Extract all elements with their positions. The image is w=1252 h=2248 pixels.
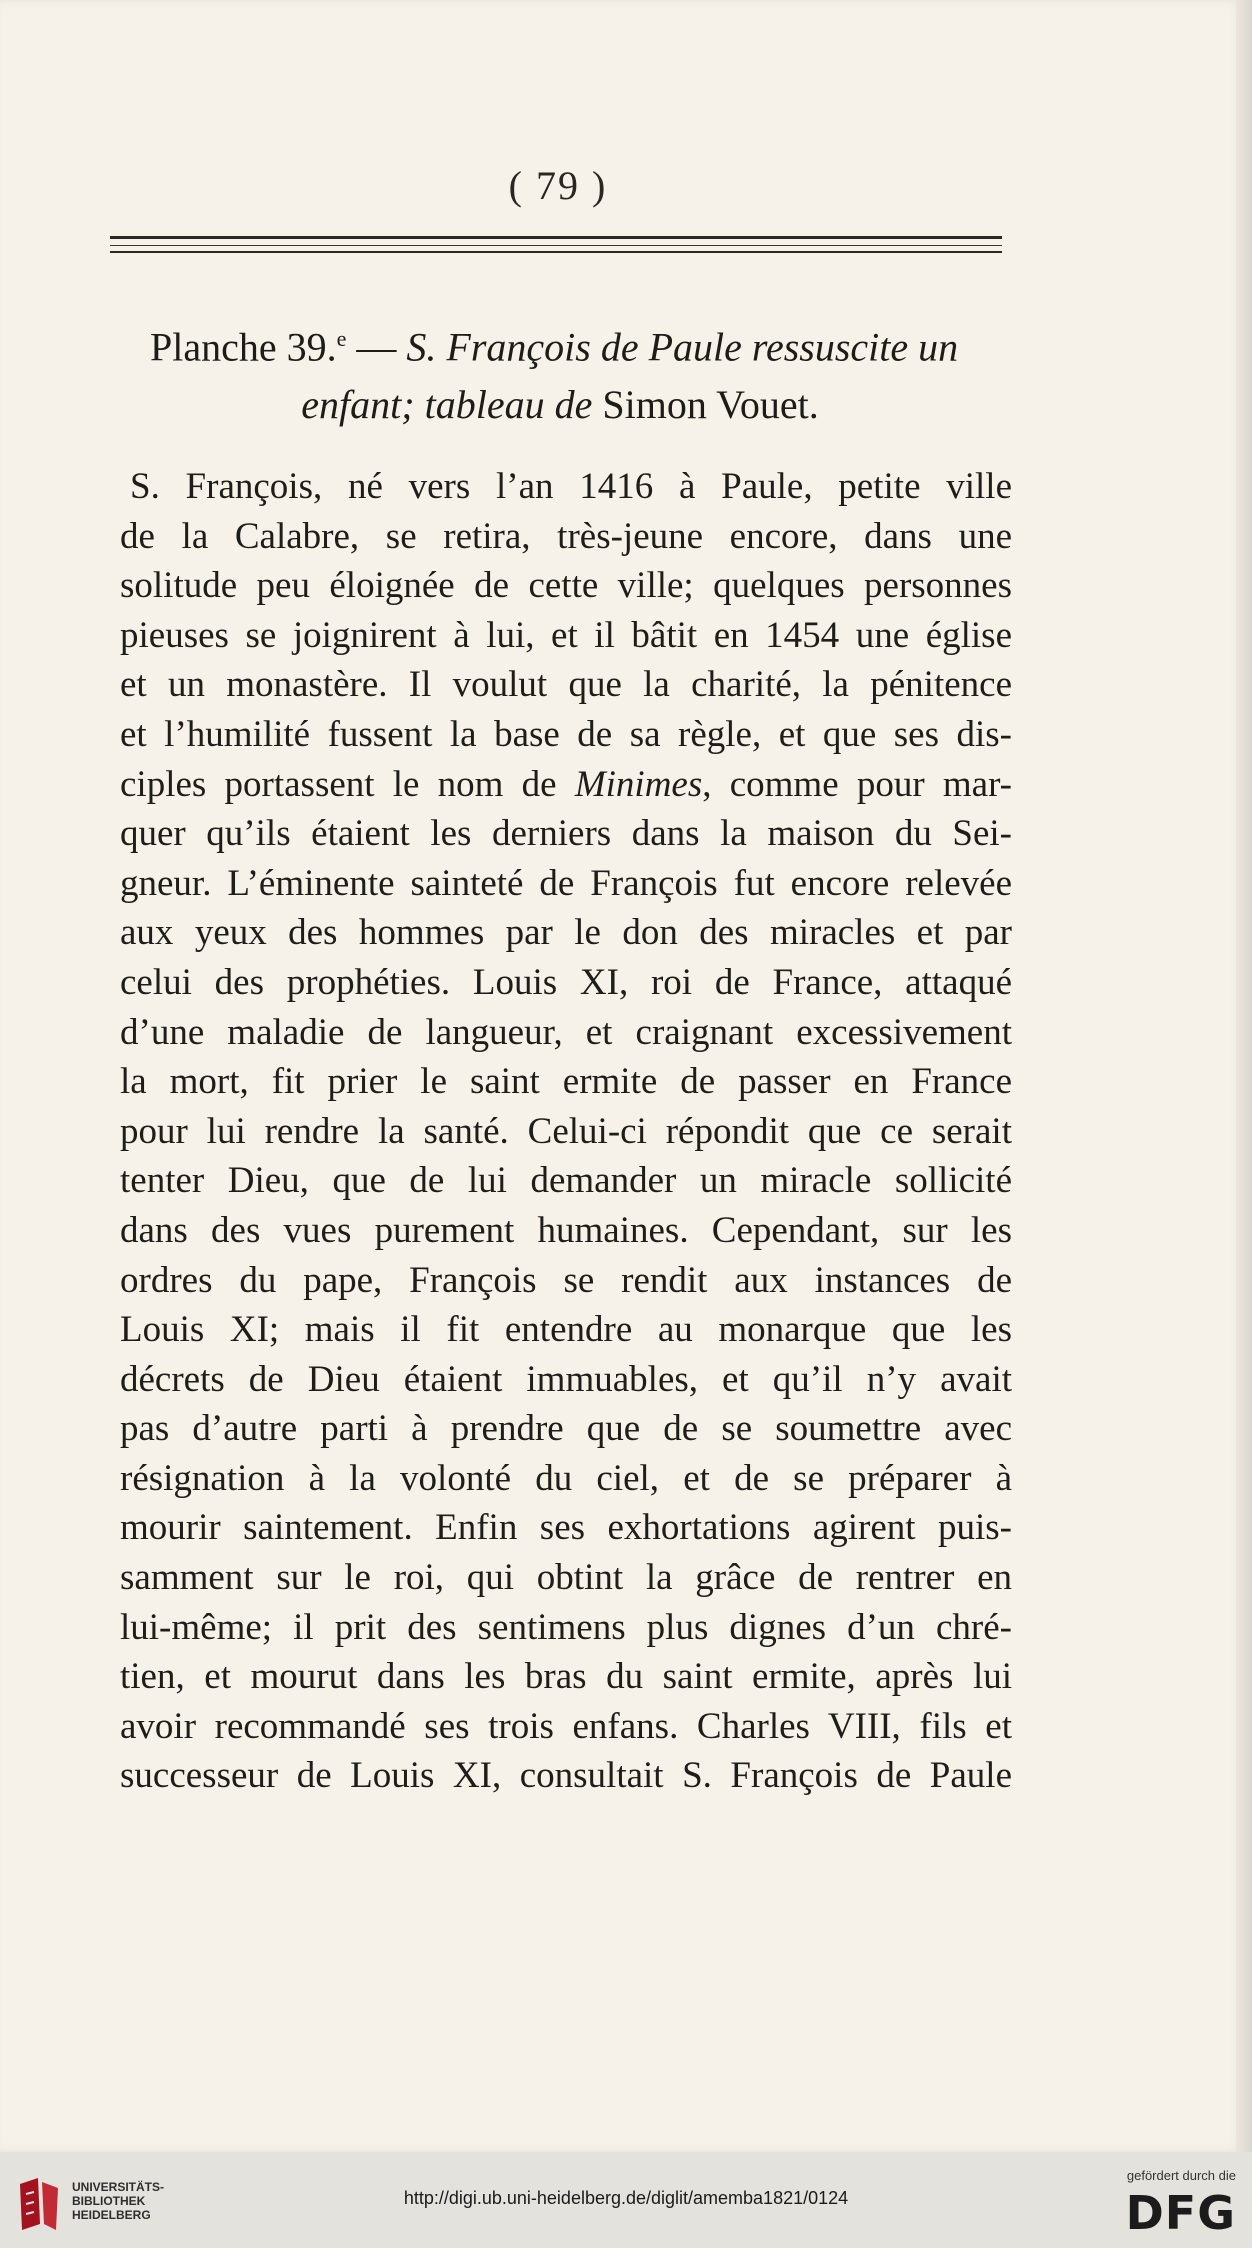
text-line: pas d’autre parti à prendre que de se soumettre avec [120,1408,1012,1450]
library-name-line: HEIDELBERG [72,2208,151,2222]
viewer-footer-bar [0,2158,1252,2248]
header-rule-thick [110,236,1002,239]
text-line-with-italic [120,760,1012,810]
text-line: quer qu’ils étaient les derniers dans la maison du Sei- [120,813,1012,855]
library-name-line: UNIVERSITÄTS- [72,2180,165,2194]
plate-subject-italic-cont: enfant; tableau de [301,382,593,428]
heading-dash: — [346,324,407,370]
page-edge-shadow [1236,0,1252,2152]
text-line: de la Calabre, se retira, très-jeune encore, dans une [120,515,1012,557]
text-line: pieuses se joignirent à lui, et il bâtit en 1454 une église [120,614,1012,656]
library-name-line: BIBLIOTHEK [72,2194,146,2208]
text-line: et l’humilité fussent la base de sa règle, et que ses dis- [120,713,1012,755]
plate-heading-line-2 [110,376,1006,434]
permalink-url[interactable]: http://digi.ub.uni-heidelberg.de/diglit/amemba1821/0124 [403,2188,849,2208]
text-line: successeur de Louis XI, consultait S. François de Paule [120,1755,1012,1797]
text-line: Louis XI; mais il fit entendre au monarque que les [120,1309,1012,1351]
plate-label: Planche 39. [150,324,337,370]
text-line: aux yeux des hommes par le don des miracles et par [120,912,1012,954]
text-line: celui des prophéties. Louis XI, roi de France, attaqué [120,961,1012,1003]
header-rule-bottom [110,251,1002,253]
text-line: avoir recommandé ses trois enfans. Charles VIII, fils et [120,1705,1012,1747]
text-line: gneur. L’éminente sainteté de François fut encore relevée [120,862,1012,904]
text-line: et un monastère. Il voulut que la charité, la pénitence [120,664,1012,706]
header-rule-thin [110,245,1002,246]
text-line-part: ciples portassent le nom de [120,763,575,805]
plate-ordinal-superscript: e [336,326,347,351]
text-line: tien, et mourut dans les bras du saint ermite, après lui [120,1656,1012,1698]
text-line: samment sur le roi, qui obtint la grâce de rentrer en [120,1557,1012,1599]
text-line-part: , comme pour mar- [702,763,1012,805]
text-line: la mort, fit prier le saint ermite de passer en France [120,1061,1012,1103]
dfg-logo: DFG [1125,2186,1236,2240]
text-line: S. François, né vers l’an 1416 à Paule, petite ville [130,466,1012,507]
text-line: décrets de Dieu étaient immuables, et qu’il n’y avait [120,1358,1012,1400]
text-line: résignation à la volonté du ciel, et de se préparer à [120,1457,1012,1499]
text-line: lui-même; il prit des sentimens plus dignes d’un chré- [120,1606,1012,1648]
text-line: tenter Dieu, que de lui demander un miracle sollicité [120,1160,1012,1202]
plate-subject-italic: S. François de Paule ressuscite un [406,324,959,370]
text-line: ordres du pape, François se rendit aux instances de [120,1259,1012,1301]
plate-heading-line-1 [110,310,1006,376]
text-line: solitude peu éloignée de cette ville; quelques personnes [120,565,1012,607]
plate-heading [110,310,1006,434]
body-paragraph [120,462,1012,1801]
painter-name: Simon Vouet. [592,382,819,428]
minimes-italic: Minimes [574,763,703,805]
funder-caption: gefördert durch die [1126,2168,1236,2183]
page-number: ( 79 ) [508,163,608,208]
text-line: dans des vues purement humaines. Cependant, sur les [120,1209,1012,1251]
text-line: d’une maladie de langueur, et craignant excessivement [120,1011,1012,1053]
text-line: pour lui rendre la santé. Celui-ci répondit que ce serait [120,1110,1012,1152]
text-line: mourir saintement. Enfin ses exhortations agirent puis- [120,1507,1012,1549]
